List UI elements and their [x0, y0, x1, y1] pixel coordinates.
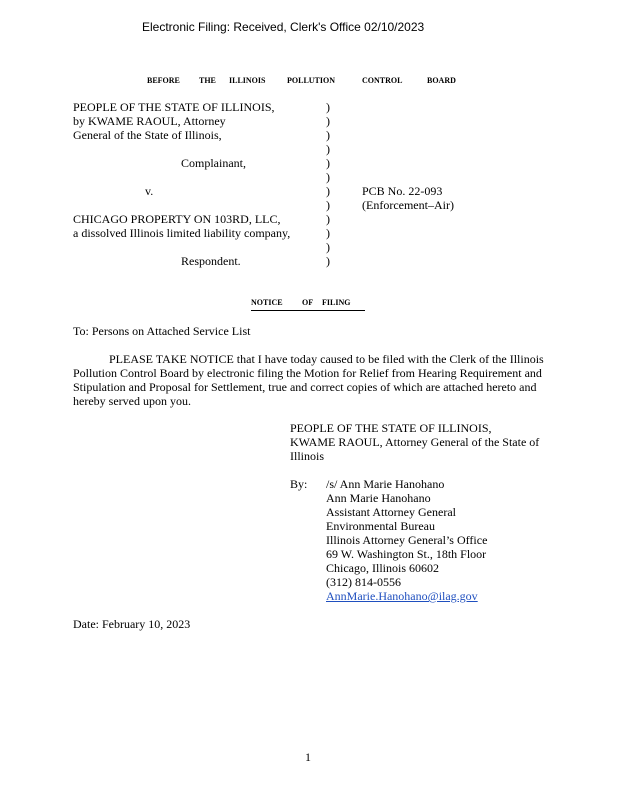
body-line-1: PLEASE TAKE NOTICE that I have today caused to be filed with the Clerk of the Illinois	[109, 352, 544, 366]
caption-paren: )	[326, 100, 330, 114]
to-line: To: Persons on Attached Service List	[73, 324, 251, 338]
signer-office: Illinois Attorney General’s Office	[326, 533, 488, 547]
signer-title: Assistant Attorney General	[326, 505, 456, 519]
case-type: (Enforcement–Air)	[362, 198, 454, 212]
board-title-pollution: POLLUTION	[287, 76, 336, 85]
complainant-role: Complainant,	[181, 156, 246, 170]
caption-paren: )	[326, 226, 330, 240]
respondent-line-2: a dissolved Illinois limited liability company,	[73, 226, 291, 240]
caption-paren: )	[326, 156, 330, 170]
date-line: Date: February 10, 2023	[73, 617, 191, 631]
filing-stamp: Electronic Filing: Received, Clerk's Office 02/10/2023	[142, 20, 425, 34]
notice-title-filing: FILING	[322, 298, 351, 307]
signature-party-line-2: KWAME RAOUL, Attorney General of the State of	[290, 435, 540, 449]
caption-paren: )	[326, 198, 330, 212]
caption-paren: )	[326, 184, 330, 198]
signature-party-line-3: Illinois	[290, 449, 325, 463]
by-label: By:	[290, 477, 308, 491]
caption-paren: )	[326, 212, 330, 226]
board-title-before: BEFORE	[147, 76, 180, 85]
versus: v.	[145, 184, 154, 198]
signer-name: Ann Marie Hanohano	[326, 491, 431, 505]
respondent-role: Respondent.	[181, 254, 241, 268]
body-line-2: Pollution Control Board by electronic filing the Motion for Relief from Hearing Requirement and	[73, 366, 542, 380]
signer-address-street: 69 W. Washington St., 18th Floor	[326, 547, 487, 561]
caption-paren: )	[326, 254, 330, 268]
signer-address-city: Chicago, Illinois 60602	[326, 561, 439, 575]
caption-paren: )	[326, 170, 330, 184]
complainant-line-2: by KWAME RAOUL, Attorney	[73, 114, 226, 128]
page-number: 1	[305, 750, 311, 764]
notice-title-notice: NOTICE	[251, 298, 283, 307]
caption-paren: )	[326, 114, 330, 128]
caption-paren: )	[326, 240, 330, 254]
body-line-3: Stipulation and Proposal for Settlement, true and correct copies of which are attached hereto and	[73, 380, 537, 394]
complainant-line-3: General of the State of Illinois,	[73, 128, 222, 142]
board-title-the: THE	[199, 76, 216, 85]
respondent-line-1: CHICAGO PROPERTY ON 103RD, LLC,	[73, 212, 281, 226]
signature-party-line-1: PEOPLE OF THE STATE OF ILLINOIS,	[290, 421, 492, 435]
signer-bureau: Environmental Bureau	[326, 519, 435, 533]
case-number: PCB No. 22-093	[362, 184, 443, 198]
signer-phone: (312) 814-0556	[326, 575, 401, 589]
caption-paren: )	[326, 128, 330, 142]
body-line-4: hereby served upon you.	[73, 394, 191, 408]
board-title-illinois: ILLINOIS	[229, 76, 266, 85]
signer-email-link[interactable]: AnnMarie.Hanohano@ilag.gov	[326, 589, 478, 603]
complainant-line-1: PEOPLE OF THE STATE OF ILLINOIS,	[73, 100, 275, 114]
signature-line: /s/ Ann Marie Hanohano	[326, 477, 445, 491]
board-title-control: CONTROL	[362, 76, 403, 85]
board-title-board: BOARD	[427, 76, 456, 85]
caption-paren: )	[326, 142, 330, 156]
notice-title-of: OF	[302, 298, 314, 307]
